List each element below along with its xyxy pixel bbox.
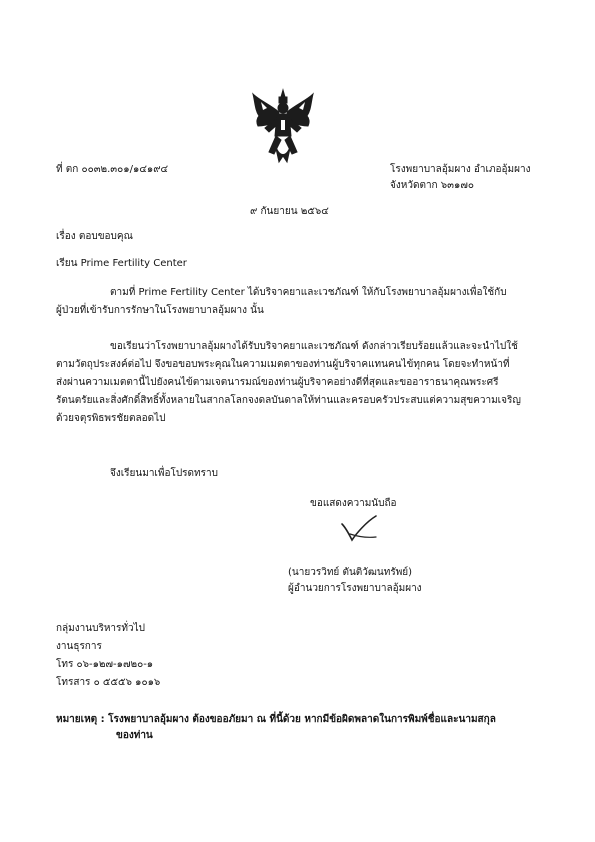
phone-number: โทร ๐๖-๑๒๗-๑๗๒๐-๑ bbox=[56, 659, 154, 670]
paragraph-2-line: ส่งผ่านความเมตตานี้ไปยังคนไข้ตามเจตนารมณ์ของท่านผู้บริจาคอย่างดีที่สุดและขออาราธนาคุณพระศรี bbox=[56, 377, 499, 388]
subject-line: เรื่อง ตอบขอบคุณ bbox=[56, 231, 133, 242]
paragraph-2-line: ขอเรียนว่าโรงพยาบาลอุ้มผางได้รับบริจาคยาและเวชภัณฑ์ ดังกล่าวเรียบร้อยแล้วและจะนำไปใช้ bbox=[110, 341, 518, 352]
paragraph-2-line: ด้วยจตุรพิธพรชัยตลอดไป bbox=[56, 413, 166, 424]
letter-date: ๙ กันยายน ๒๕๖๔ bbox=[250, 206, 329, 217]
note-line-1: หมายเหตุ : โรงพยาบาลอุ้มผาง ต้องขออภัยมา ณ ที่นี้ด้วย หากมีข้อผิดพลาดในการพิมพ์ชื่อและนามสกุล bbox=[56, 714, 496, 725]
signature-icon bbox=[336, 510, 380, 546]
note-line-2: ของท่าน bbox=[116, 730, 153, 741]
paragraph-2-line: รัตนตรัยและสิ่งศักดิ์สิทธิ์ทั้งหลายในสากลโลกจงดลบันดาลให้ท่านและครอบครัวประสบแต่ความสุขความเจริญ bbox=[56, 395, 521, 406]
closing-request: จึงเรียนมาเพื่อโปรดทราบ bbox=[110, 468, 218, 479]
reference-number: ที่ ตก ๐๐๓๒.๓๐๑/๑๔๑๙๔ bbox=[56, 164, 169, 175]
paragraph-1-line: ผู้ป่วยที่เข้ารับการรักษาในโรงพยาบาลอุ้มผาง นั้น bbox=[56, 305, 264, 316]
paragraph-1 bbox=[56, 284, 507, 320]
paragraph-2 bbox=[56, 338, 521, 428]
closing-salutation: ขอแสดงความนับถือ bbox=[310, 498, 397, 509]
department-name: กลุ่มงานบริหารทั่วไป bbox=[56, 623, 145, 634]
sender-address-line-2: จังหวัดตาก ๖๓๑๗๐ bbox=[390, 180, 474, 191]
signer-title: ผู้อำนวยการโรงพยาบาลอุ้มผาง bbox=[288, 583, 422, 594]
fax-number: โทรสาร ๐ ๕๕๕๖ ๑๐๑๖ bbox=[56, 677, 161, 688]
paragraph-1-line: ตามที่ Prime Fertility Center ได้บริจาคยาและเวชภัณฑ์ ให้กับโรงพยาบาลอุ้มผางเพื่อใช้กับ bbox=[110, 287, 507, 298]
garuda-emblem-icon bbox=[251, 88, 315, 168]
paragraph-2-line: ตามวัตถุประสงค์ต่อไป จึงขอขอบพระคุณในความเมตตาของท่านผู้บริจาคแทนคนไข้ทุกคน โดยจะทำหน้าที่ bbox=[56, 359, 510, 370]
department-section: งานธุรการ bbox=[56, 641, 102, 652]
signer-name: (นายวรวิทย์ ตันติวัฒนทรัพย์) bbox=[288, 567, 413, 578]
recipient-line: เรียน Prime Fertility Center bbox=[56, 258, 187, 269]
sender-address-line-1: โรงพยาบาลอุ้มผาง อำเภออุ้มผาง bbox=[390, 164, 531, 175]
